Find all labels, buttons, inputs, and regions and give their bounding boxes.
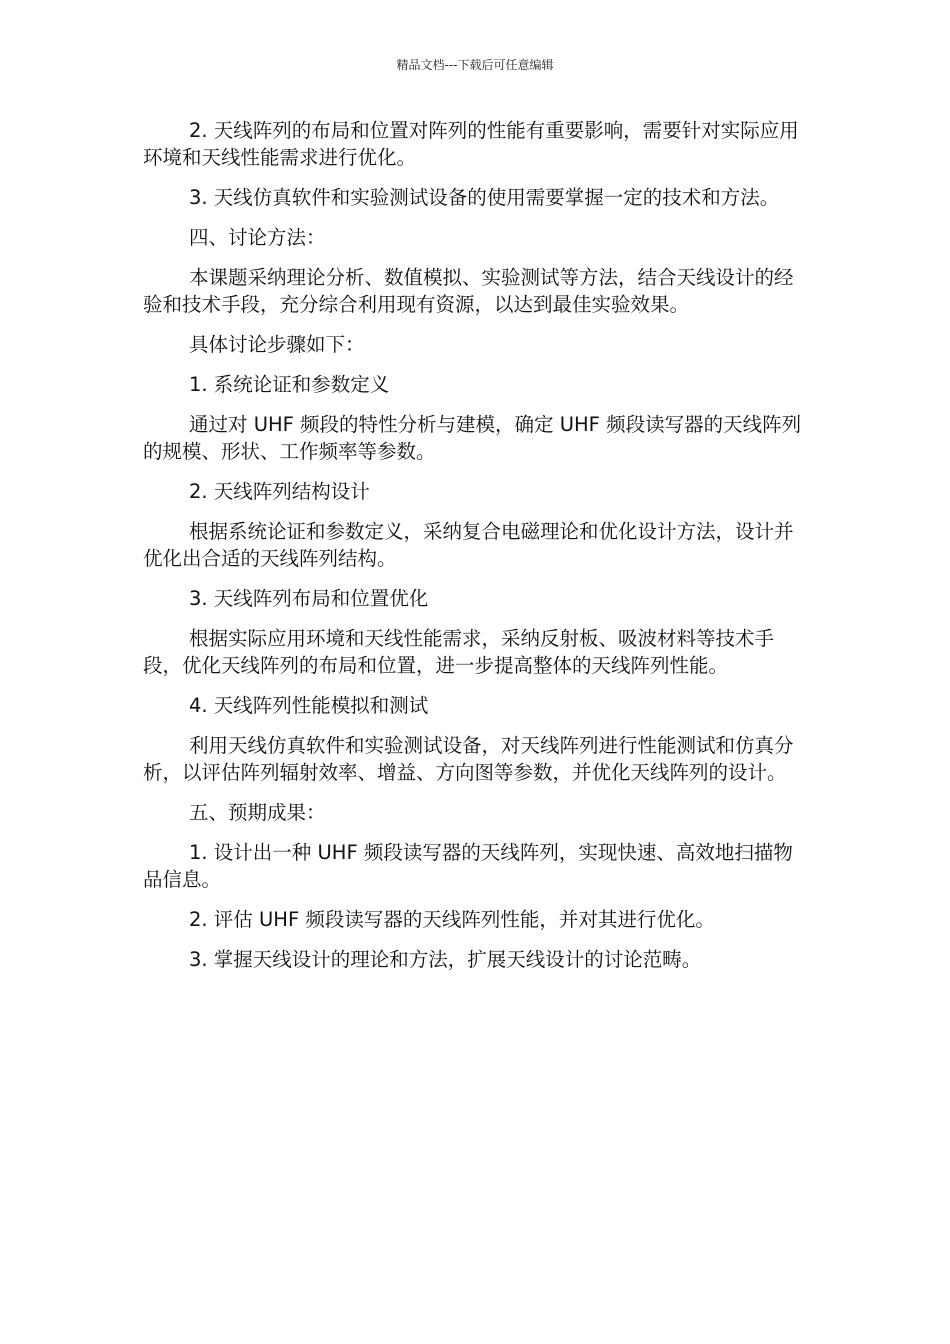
step-body-3: 根据实际应用环境和天线性能需求，采纳反射板、吸波材料等技术手段，优化天线阵列的布局和位置，进一步提高整体的天线阵列性能。: [143, 627, 775, 677]
paragraph-requirement-2: 2. 天线阵列的布局和位置对阵列的性能有重要影响，需要针对实际应用环境和天线性能需求进行优化。: [143, 119, 799, 169]
section-heading-methods: 四、讨论方法：: [189, 226, 326, 249]
paragraph-methods-intro: 本课题采纳理论分析、数值模拟、实验测试等方法，结合天线设计的经验和技术手段，充分综合利用现有资源，以达到最佳实验效果。: [143, 266, 794, 316]
step-heading-1: 1. 系统论证和参数定义: [189, 373, 390, 396]
outcome-item-3: 3. 掌握天线设计的理论和方法，扩展天线设计的讨论范畴。: [189, 948, 702, 971]
section-heading-outcomes: 五、预期成果：: [189, 801, 326, 824]
page-header: 精品文档---下载后可任意编辑: [396, 58, 554, 72]
paragraph-steps-intro: 具体讨论步骤如下：: [189, 333, 365, 356]
outcome-item-2: 2. 评估 UHF 频段读写器的天线阵列性能，并对其进行优化。: [189, 908, 715, 931]
step-body-2: 根据系统论证和参数定义，采纳复合电磁理论和优化设计方法，设计并优化出合适的天线阵列结构。: [143, 520, 794, 570]
step-heading-2: 2. 天线阵列结构设计: [189, 480, 370, 503]
step-heading-3: 3. 天线阵列布局和位置优化: [189, 587, 429, 610]
document-body: [143, 117, 811, 986]
step-body-1: 通过对 UHF 频段的特性分析与建模，确定 UHF 频段读写器的天线阵列的规模、形状、工作频率等参数。: [143, 413, 802, 463]
outcome-item-1: 1. 设计出一种 UHF 频段读写器的天线阵列，实现快速、高效地扫描物品信息。: [143, 841, 793, 891]
paragraph-requirement-3: 3. 天线仿真软件和实验测试设备的使用需要掌握一定的技术和方法。: [189, 186, 780, 209]
step-heading-4: 4. 天线阵列性能模拟和测试: [189, 694, 429, 717]
step-body-4: 利用天线仿真软件和实验测试设备，对天线阵列进行性能测试和仿真分析，以评估阵列辐射效率、增益、方向图等参数，并优化天线阵列的设计。: [143, 734, 794, 784]
